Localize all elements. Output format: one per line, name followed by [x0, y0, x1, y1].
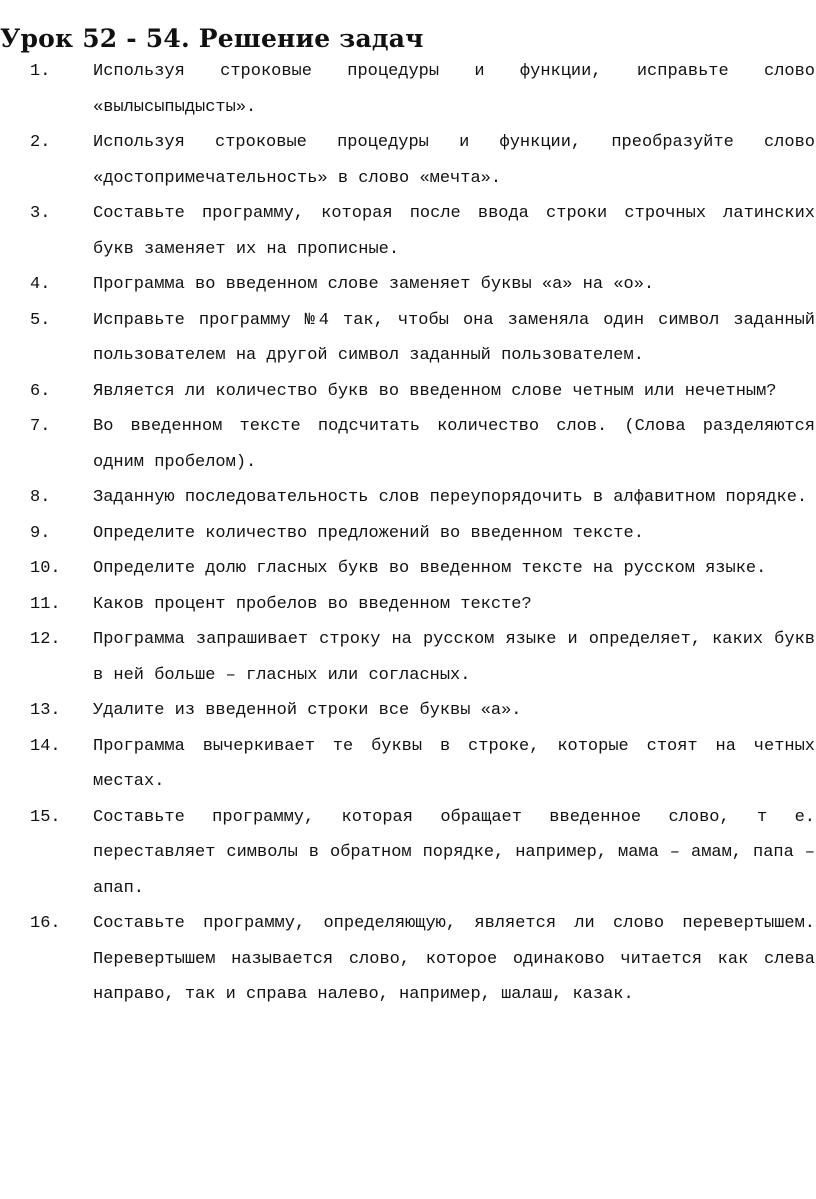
task-list [0, 54, 816, 1013]
task-text: Каков процент пробелов во введенном тексте? [93, 594, 532, 614]
task-text: Программа вычеркивает те буквы в строке, которые стоят на четных местах. [93, 736, 815, 791]
page-title: Урок 52 - 54. Решение задач [0, 24, 424, 53]
task-number: 14. [30, 736, 61, 756]
task-text: Составьте программу, определяющую, является ли слово перевертышем. Перевертышем называется слово, которое одинаково читается как слева направо, так и справа налево, например, шалаш, казак. [93, 914, 815, 1004]
task-text: Определите долю гласных букв во введенном тексте на русском языке. [93, 559, 767, 578]
task-item [0, 800, 816, 907]
task-number: 6. [30, 381, 51, 401]
task-item [0, 409, 816, 480]
task-text: Удалите из введенной строки все буквы «а». [93, 701, 522, 720]
task-number: 15. [30, 807, 61, 827]
task-item [0, 374, 816, 410]
task-number: 7. [30, 417, 51, 436]
task-text: Определите количество предложений во введенном тексте. [93, 523, 644, 543]
task-item [0, 516, 816, 552]
task-text: Является ли количество букв во введенном слове четным или нечетным? [93, 381, 777, 401]
task-item [0, 54, 816, 125]
task-number: 9. [30, 523, 51, 543]
task-text: Исправьте программу №4 так, чтобы она заменяла один символ заданный пользователем на другой символ заданный пользователем. [93, 310, 815, 365]
task-text: Заданную последовательность слов переупорядочить в алфавитном порядке. [93, 488, 808, 507]
task-text: Программа запрашивает строку на русском языке и определяет, каких букв в ней больше – гласных или согласных. [93, 630, 815, 685]
task-number: 4. [30, 275, 51, 294]
task-item [0, 587, 816, 623]
task-number: 5. [30, 310, 51, 330]
task-number: 2. [30, 133, 51, 152]
task-number: 16. [30, 914, 61, 933]
task-number: 11. [30, 594, 61, 614]
task-item [0, 729, 816, 800]
task-number: 8. [30, 488, 51, 507]
task-number: 3. [30, 204, 51, 223]
task-number: 10. [30, 559, 61, 578]
task-number: 13. [30, 701, 61, 720]
task-item [0, 125, 816, 196]
task-text: Используя строковые процедуры и функции, исправьте слово «вылысыпыдысты». [93, 62, 815, 117]
task-item [0, 196, 816, 267]
task-item [0, 551, 816, 587]
task-item [0, 480, 816, 516]
task-text: Составьте программу, которая обращает введенное слово, т е. переставляет символы в обратном порядке, например, мама – амам, папа – апап. [93, 807, 815, 898]
task-number: 1. [30, 62, 51, 81]
task-item [0, 693, 816, 729]
task-item [0, 303, 816, 374]
task-item [0, 267, 816, 303]
task-number: 12. [30, 630, 61, 649]
task-text: Используя строковые процедуры и функции, преобразуйте слово «достопримечательность» в слово «мечта». [93, 133, 815, 188]
task-text: Во введенном тексте подсчитать количество слов. (Слова разделяются одним пробелом). [93, 417, 815, 472]
task-item [0, 906, 816, 1013]
task-text: Составьте программу, которая после ввода строки строчных латинских букв заменяет их на прописные. [93, 204, 815, 259]
task-text: Программа во введенном слове заменяет буквы «а» на «о». [93, 275, 655, 294]
task-item [0, 622, 816, 693]
